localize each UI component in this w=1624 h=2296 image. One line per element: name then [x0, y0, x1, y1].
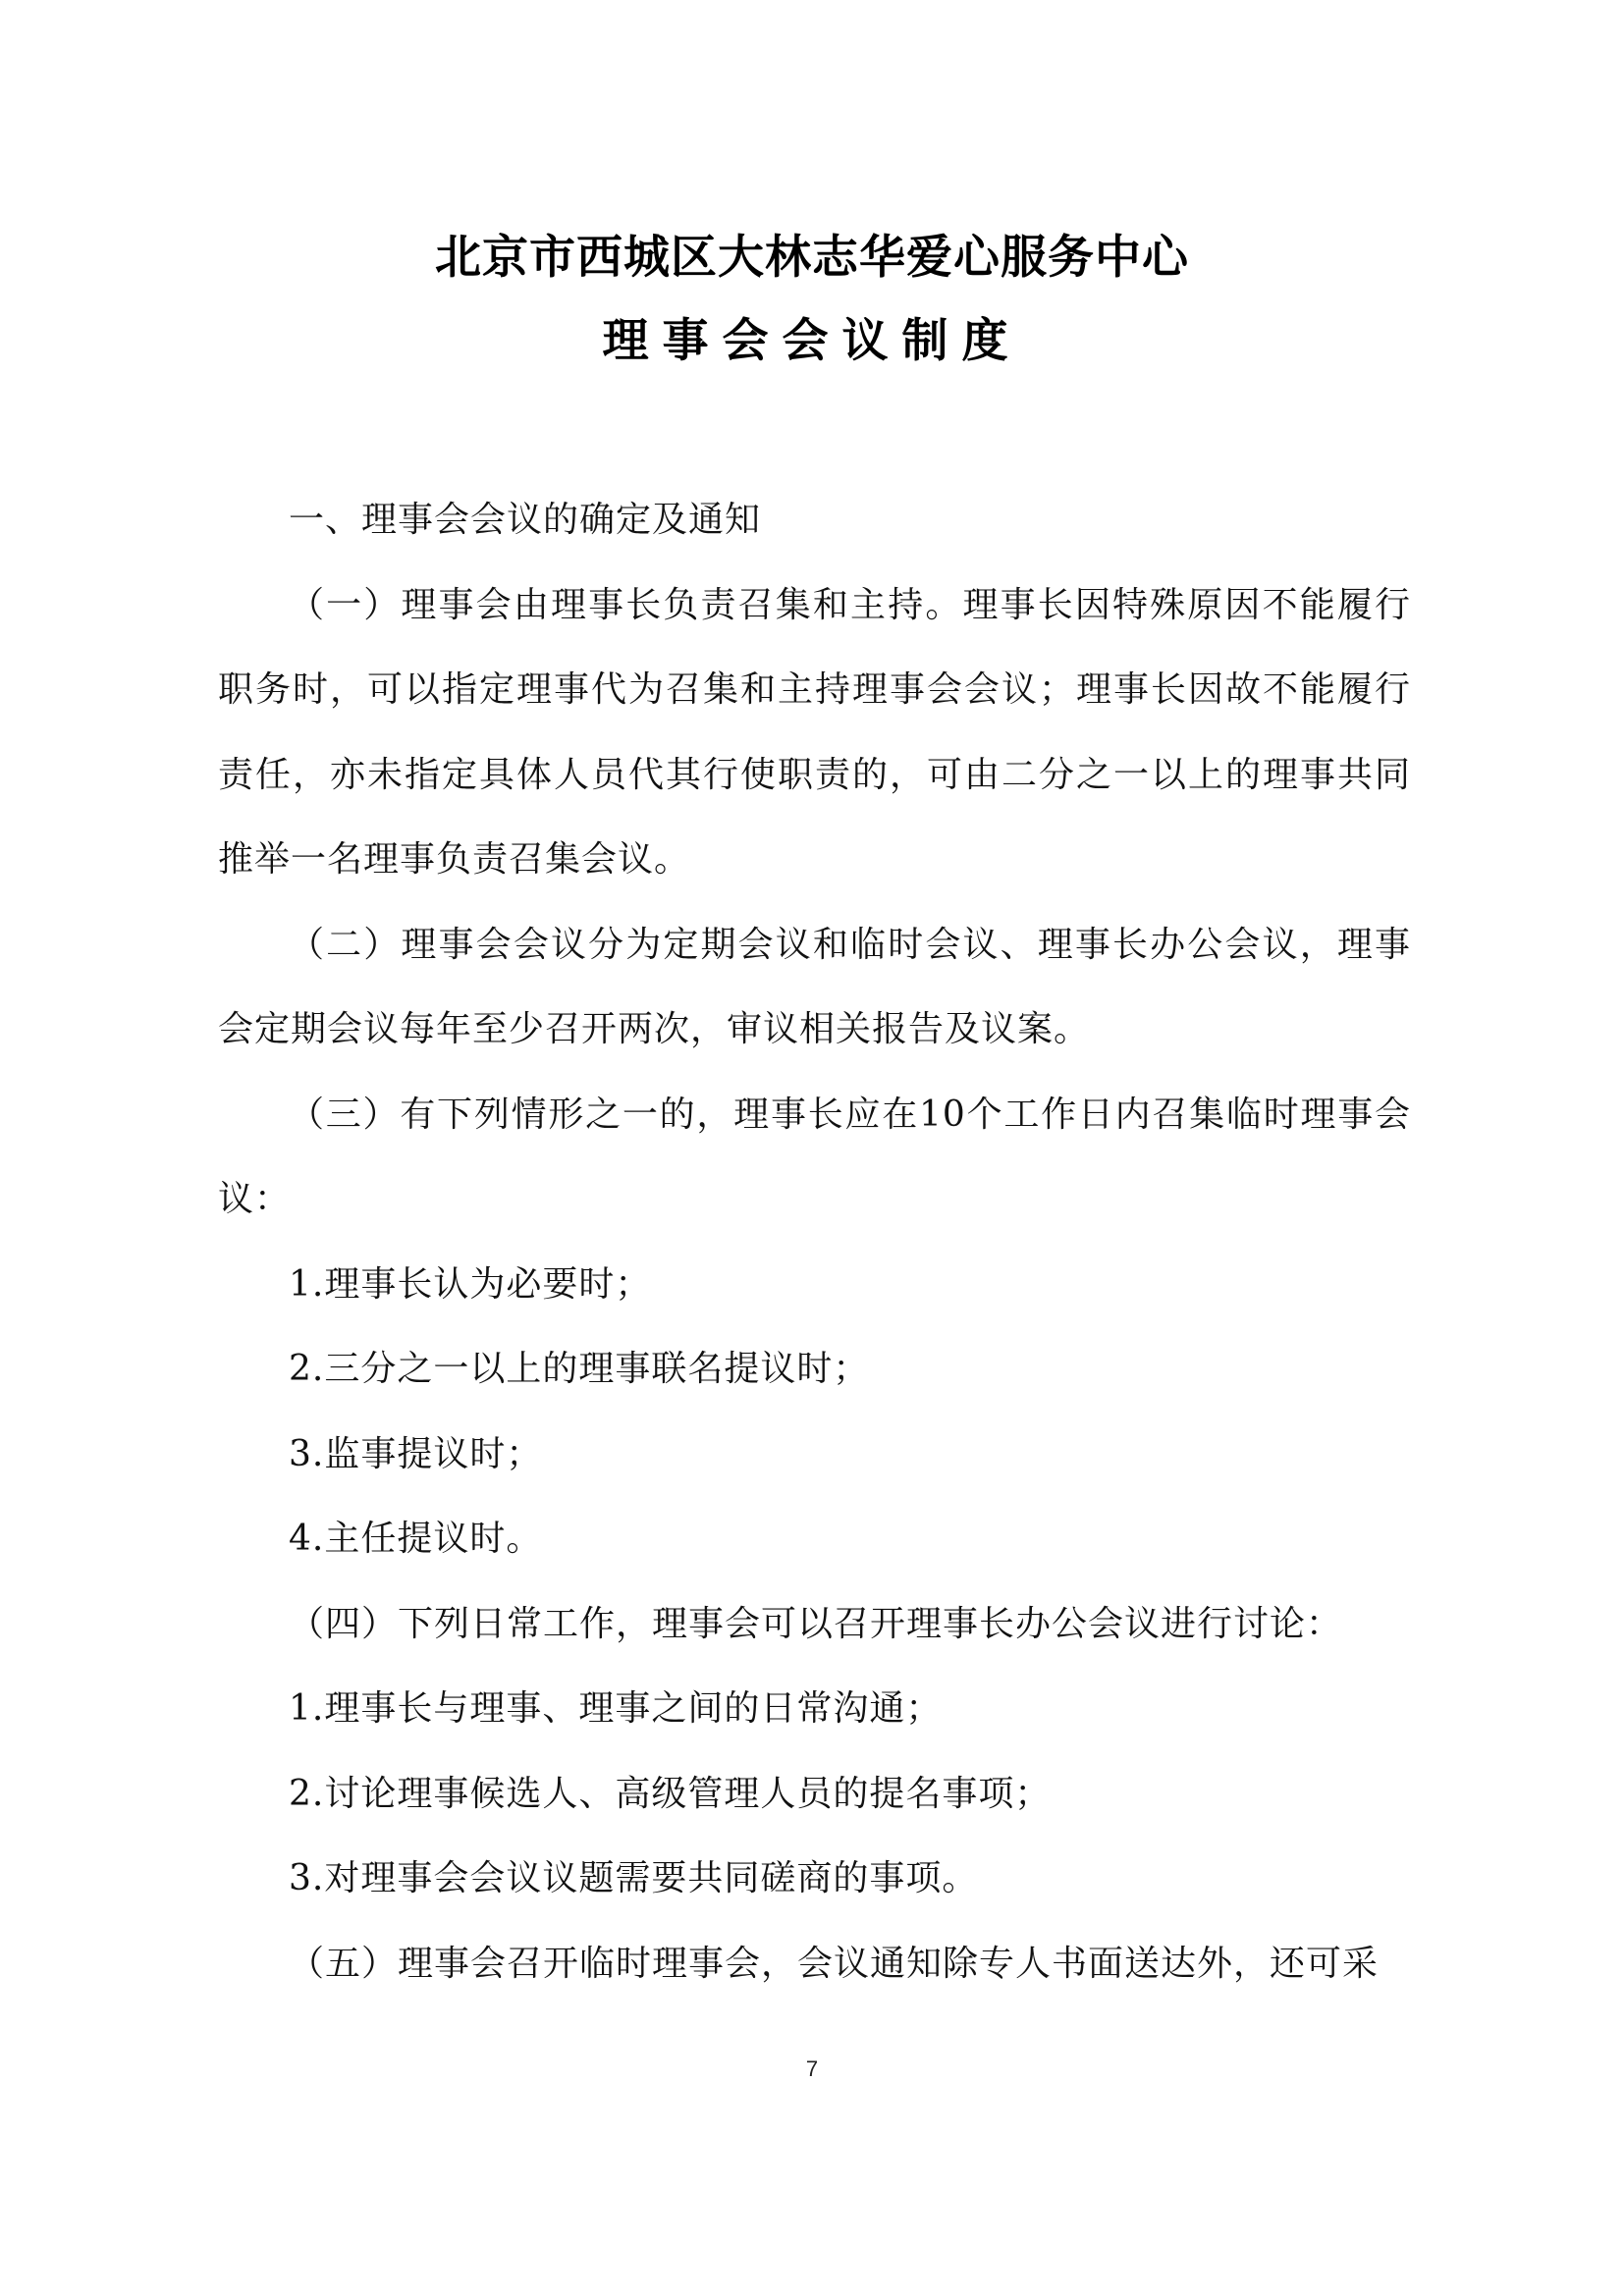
- list-item: 1.理事长与理事、理事之间的日常沟通；: [289, 1688, 943, 1729]
- list-item: 4.主任提议时。: [289, 1519, 543, 1559]
- paragraph-clause-2: （二）理事会会议分为定期会议和临时会议、理事长办公会议，理事会定期会议每年至少召开两次，审议相关报告及议案。: [218, 924, 1411, 1049]
- list-item: 1.理事长认为必要时；: [289, 1263, 652, 1305]
- document-body: [218, 478, 1411, 2006]
- document-title-organization: 北京市西城区大林志华爱心服务中心: [435, 231, 1189, 285]
- document-title-regulation: 理事会会议制度: [602, 314, 1022, 368]
- paragraph-clause-3: （三）有下列情形之一的，理事长应在10个工作日内召集临时理事会议：: [218, 1094, 1411, 1219]
- list-item: 2.三分之一以上的理事联名提议时；: [289, 1349, 870, 1389]
- list-item: 2.讨论理事候选人、高级管理人员的提名事项；: [289, 1773, 1052, 1814]
- list-item: 3.对理事会会议议题需要共同磋商的事项。: [289, 1858, 979, 1898]
- section-heading: 一、理事会会议的确定及通知: [289, 500, 762, 540]
- paragraph-clause-4: （四）下列日常工作，理事会可以召开理事长办公会议进行讨论：: [289, 1603, 1343, 1644]
- list-item: 3.监事提议时；: [289, 1433, 543, 1474]
- page-number: 7: [805, 2056, 819, 2081]
- paragraph-clause-5: （五）理事会召开临时理事会，会议通知除专人书面送达外，还可采: [289, 1943, 1380, 1984]
- paragraph-clause-1: （一）理事会由理事长负责召集和主持。理事长因特殊原因不能履行职务时，可以指定理事代为召集和主持理事会会议；理事长因故不能履行责任，亦未指定具体人员代其行使职责的，可由二分之一以上的理事共同推举一名理事负责召集会议。: [218, 584, 1411, 880]
